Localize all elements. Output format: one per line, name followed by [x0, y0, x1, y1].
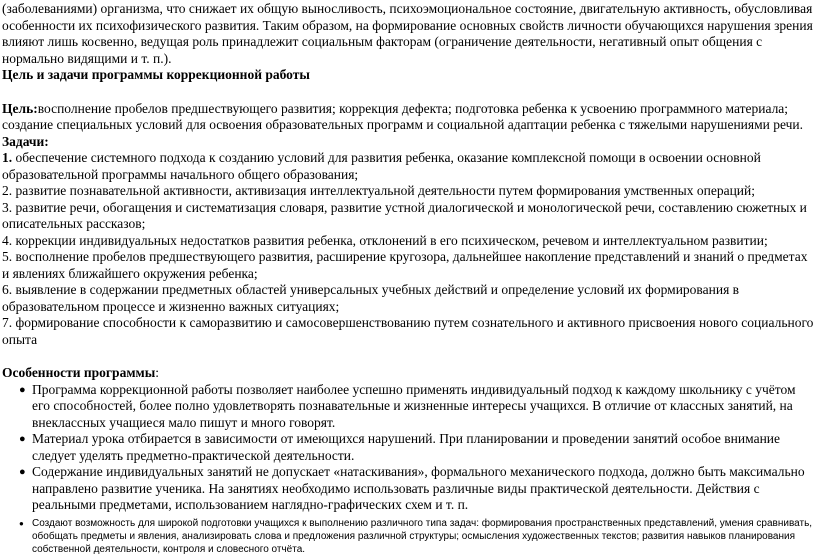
- bullet-icon: ●: [19, 382, 26, 399]
- spacer: [2, 84, 814, 101]
- goal-label: Цель:: [2, 101, 38, 116]
- features-list: [2, 382, 814, 556]
- task-item: 2. развитие познавательной активности, активизация интеллектуальной деятельности путем формирования умственных операций;: [2, 183, 814, 200]
- task-item: 1. обеспечение системного подхода к созданию условий для развития ребенка, оказание комплексной помощи в освоении основной образовательной программы начального общего образования;: [2, 150, 814, 183]
- goal-paragraph: [2, 101, 814, 134]
- goals-heading: Цель и задачи программы коррекционной работы: [2, 67, 814, 84]
- bullet-icon: ●: [19, 517, 24, 530]
- features-heading: Особенности программы:: [2, 365, 814, 382]
- feature-item-small: ● Создают возможность для широкой подготовки учащихся к выполнению различного типа задач: формирования пространственных представлений, умения сравнивать, обобщать предметы и явления, анализировать слова и предложения различной структуры; осмысления художественных текстов; развития навыков планирования собственной деятельности, контроля и словесного отчёта.: [2, 517, 814, 556]
- task-item: 4. коррекции индивидуальных недостатков развития ребенка, отклонений в его психическом, речевом и интеллектуальном развитии;: [2, 233, 814, 250]
- tasks-list: [2, 150, 814, 348]
- feature-item: ● Программа коррекционной работы позволяет наиболее успешно применять индивидуальный подход к каждому школьнику с учётом его способностей, более полно удовлетворять познавательные и жизненные интересы учащихся. В отличие от классных занятий, на внеклассных учащиеся мало пишут и много говорят.: [2, 382, 814, 432]
- bullet-icon: ●: [19, 431, 26, 448]
- task-item: 3. развитие речи, обогащения и систематизация словаря, развитие устной диалогической и монологической речи, составлению сюжетных и описательных рассказов;: [2, 200, 814, 233]
- feature-item: ● Материал урока отбирается в зависимости от имеющихся нарушений. При планировании и проведении занятий особое внимание следует уделять предметно-практической деятельности.: [2, 431, 814, 464]
- task-item: 5. восполнение пробелов предшествующего развития, расширение кругозора, дальнейшее накопление представлений и знаний о предметах и явлениях ближайшего окружения ребенка;: [2, 249, 814, 282]
- bullet-icon: ●: [19, 464, 26, 481]
- goal-text: восполнение пробелов предшествующего развития; коррекция дефекта; подготовка ребенка к усвоению программного материала; создание специальных условий для освоения образовательных программ и социальной адаптации ребенка с тяжелыми нарушениями речи.: [2, 101, 803, 133]
- feature-item: ● Содержание индивидуальных занятий не допускает «натаскивания», формального механического подхода, должно быть максимально направлено развитие ученика. На занятиях необходимо использовать различные виды практической деятельности. Действия с реальными предметами, использованием наглядно-графических схем и т. п.: [2, 464, 814, 514]
- spacer: [2, 348, 814, 365]
- intro-paragraph: (заболеваниями) организма, что снижает их общую выносливость, психоэмоциональное состояние, двигательную активность, обусловливая особенности их психофизического развития. Таким образом, на формирование основных свойств личности обучающихся нарушения зрения влияют лишь косвенно, ведущая роль принадлежит социальным факторам (ограничение деятельности, негативный опыт общения с нормально видящими и т. п.).: [2, 1, 814, 67]
- tasks-heading: Задачи:: [2, 134, 814, 151]
- task-item: 6. выявление в содержании предметных областей универсальных учебных действий и определение условий их формирования в образовательном процессе и жизненно важных ситуациях;: [2, 282, 814, 315]
- task-item: 7. формирование способности к саморазвитию и самосовершенствованию путем сознательного и активного присвоения нового социального опыта: [2, 315, 814, 348]
